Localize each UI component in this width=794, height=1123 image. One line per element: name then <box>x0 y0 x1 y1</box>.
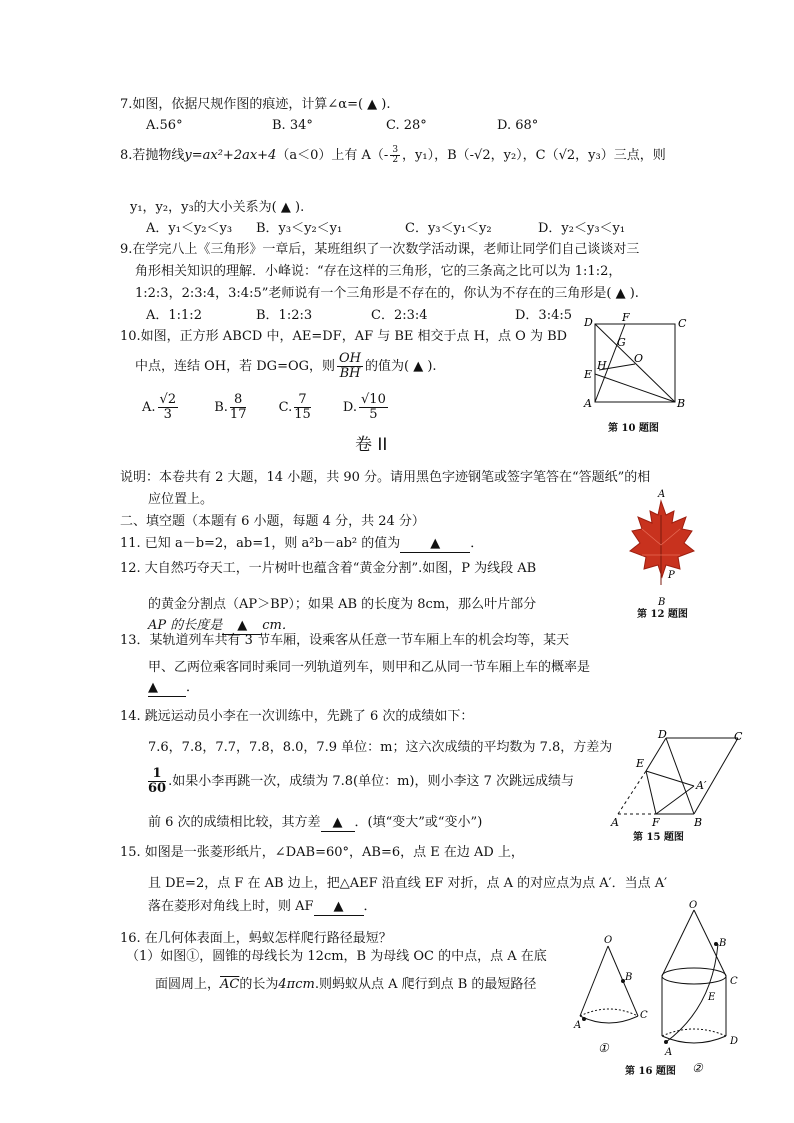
q7-option-c: C. 28° <box>386 118 427 133</box>
label-15-e: E <box>636 757 645 770</box>
q15-caption: 第 15 题图 <box>633 832 684 843</box>
label-b: B <box>677 397 686 410</box>
label-15-ap: A′ <box>696 779 707 792</box>
q16-line3: 面圆周上，$\overline{AC}$的长为4πcm.则蚂蚁从点 A 爬行到点 B 的最短路径 <box>155 977 537 992</box>
q10-options: A. $\frac{√2}{3}$ B. $\frac{8}{17}$ C. $\frac{7}{15}$ D. $\frac{√10}{5}$ <box>142 392 386 422</box>
label-leaf-p: P <box>668 570 675 581</box>
q15-rhombus-figure <box>606 726 756 832</box>
q9-option-d: D．3:4:5 <box>515 308 572 323</box>
label-15-c: C <box>734 730 743 743</box>
label-15-a: A <box>611 816 619 829</box>
label-16-a1: A <box>574 1020 582 1031</box>
label-16-c2: C <box>730 976 738 987</box>
section-note-line1: 说明：本卷共有 2 大题，14 小题，共 90 分。请用黑色字迹钢笔或签字笔答在“答题纸”的相 <box>120 470 651 485</box>
q15-line1: 15. 如图是一张菱形纸片，∠DAB=60°，AB=6，点 E 在边 AD 上， <box>120 845 524 860</box>
q10-square-figure <box>578 312 690 412</box>
label-o: O <box>634 352 644 365</box>
q7-stem: 7.如图，依据尺规作图的痕迹，计算∠α=( ▲ ). <box>120 97 391 112</box>
q8-option-d: D．y₂＜y₃＜y₁ <box>538 221 626 236</box>
q10-ratio: $\frac{OH}{BH}$ <box>339 351 362 381</box>
q8-stem: 8.若抛物线y=ax²+2ax+4（a＜0）上有 A（- $\frac{3}{2}$ ，y₁），B（-√2，y₂），C（√2，y₃）三点，则 <box>120 145 666 165</box>
q9-option-a: A．1:1:2 <box>146 308 202 323</box>
q9-option-b: B．1:2:3 <box>256 308 313 323</box>
q13-line3: ▲ ． <box>148 680 200 695</box>
q13-line1: 13．某轨道列车共有 3 节车厢，设乘客从任意一节车厢上车的机会均等，某天 <box>120 633 570 648</box>
label-15-f: F <box>652 816 660 829</box>
label-16-b1: B <box>625 972 633 983</box>
fold-line-ef <box>646 771 656 814</box>
segment-be <box>595 374 675 402</box>
label-16-c1: C <box>640 1010 648 1021</box>
q12-leaf-figure <box>620 485 700 610</box>
label-c: C <box>678 317 687 330</box>
q8-option-b: B．y₃＜y₂＜y₁ <box>256 221 343 236</box>
label-16-b2: B <box>719 938 727 949</box>
q15-line2: 且 DE=2，点 F 在 AB 边上，把△AEF 沿直线 EF 对折，点 A 的对应点为点 A′．当点 A′ <box>148 876 668 891</box>
figure-label-1: ① <box>598 1041 609 1055</box>
section-title: 卷 II <box>355 435 388 455</box>
q12-line3: AP 的长度是 ▲ cm． <box>148 618 295 633</box>
q8-option-a: A．y₁＜y₂＜y₃ <box>146 221 233 236</box>
label-15-d: D <box>658 728 667 741</box>
maple-leaf-icon <box>630 501 694 577</box>
q11: 11. 已知 a－b=2，ab=1，则 a²b－ab² 的值为 ▲ ． <box>120 536 484 551</box>
q16-line2: （1）如图①，圆锥的母线长为 12cm，B 为母线 OC 的中点，点 A 在底 <box>126 949 547 964</box>
arc-ac: $\overline{AC}$ <box>220 977 240 992</box>
label-e: E <box>584 368 593 381</box>
q11-blank: ▲ <box>400 536 470 553</box>
label-leaf-b: B <box>658 597 666 608</box>
q8-option-c: C．y₃＜y₁＜y₂ <box>405 221 492 236</box>
q7-option-d: D. 68° <box>497 118 539 133</box>
q13-line2: 甲、乙两位乘客同时乘同一列轨道列车，则甲和乙从同一节车厢上车的概率是 <box>148 660 591 675</box>
q7-option-b: B. 34° <box>272 118 313 133</box>
label-g: G <box>617 336 626 349</box>
q14-line4: 前 6 次的成绩相比较，其方差 ▲ ．(填“变大”或“变小”) <box>148 815 483 830</box>
label-16-o2: O <box>689 900 698 911</box>
q13-blank: ▲ <box>148 680 186 697</box>
section-note-line2: 应位置上。 <box>148 492 214 507</box>
q10-line2: 中点，连结 OH，若 DG=OG，则 $\frac{OH}{BH}$ 的值为( ▲ ). <box>135 351 437 381</box>
label-a: A <box>584 397 592 410</box>
q15-line3: 落在菱形对角线上时，则 AF ▲ ． <box>148 899 377 914</box>
q14-line2: 7.6，7.8，7.7，7.8，8.0，7.9 单位：m；这六次成绩的平均数为 7.8，方差为 <box>148 740 613 755</box>
label-16-d: D <box>730 1036 739 1047</box>
q12-caption: 第 12 题图 <box>637 609 688 620</box>
q8-line2: y₁，y₂，y₃的大小关系为( ▲ ). <box>130 200 305 215</box>
q14-line1: 14. 跳远运动员小李在一次训练中，先跳了 6 次的成绩如下： <box>120 709 474 724</box>
q8-fraction: $\frac{3}{2}$ <box>392 145 399 165</box>
q9-option-c: C．2:3:4 <box>371 308 428 323</box>
label-15-b: B <box>694 816 703 829</box>
q16-solids-figure <box>562 898 752 1080</box>
label-h: H <box>597 359 607 372</box>
q9-line2: 角形相关知识的理解．小峰说：“存在这样的三角形，它的三条高之比可以为 1:1:2， <box>135 264 622 279</box>
q10-caption: 第 10 题图 <box>608 423 659 434</box>
part2-heading: 二、填空题（本题有 6 小题，每题 4 分，共 24 分） <box>120 514 425 529</box>
q15-blank: ▲ <box>314 899 364 916</box>
q10-line1: 10.如图，正方形 ABCD 中，AE=DF，AF 与 BE 相交于点 H，点 O 为 BD <box>120 329 568 344</box>
label-16-a2: A <box>665 1047 673 1058</box>
q7-option-a: A.56° <box>146 118 183 133</box>
q9-line1: 9.在学完八上《三角形》一章后，某班组织了一次数学活动课，老师让同学们自己谈谈对三 <box>120 242 640 257</box>
q16-line1: 16. 在几何体表面上，蚂蚁怎样爬行路径最短？ <box>120 931 392 946</box>
q12-line1: 12. 大自然巧夺天工，一片树叶也蕴含着“黄金分割”.如图，P 为线段 AB <box>120 561 537 576</box>
q12-line2: 的黄金分割点（AP＞BP）；如果 AB 的长度为 8cm，那么叶片部分 <box>148 597 537 612</box>
label-leaf-a: A <box>658 489 666 500</box>
q14-line3: $\frac{1}{60}$ .如果小李再跳一次，成绩为 7.8(单位：m)，则小李这 7 次跳远成绩与 <box>148 766 575 796</box>
q12-blank: ▲ <box>222 618 262 635</box>
q16-caption: 第 16 题图 <box>625 1066 676 1077</box>
label-16-o1: O <box>604 935 613 946</box>
figure-label-2: ② <box>692 1061 703 1075</box>
q9-line3: 1:2:3，2:3:4，3:4:5”老师说有一个三角形是不存在的，你认为不存在的三角形是( ▲ ). <box>135 286 639 301</box>
label-f: F <box>622 312 630 324</box>
q14-blank: ▲ <box>321 815 355 832</box>
label-d: D <box>584 316 593 329</box>
label-16-e: E <box>708 992 716 1003</box>
